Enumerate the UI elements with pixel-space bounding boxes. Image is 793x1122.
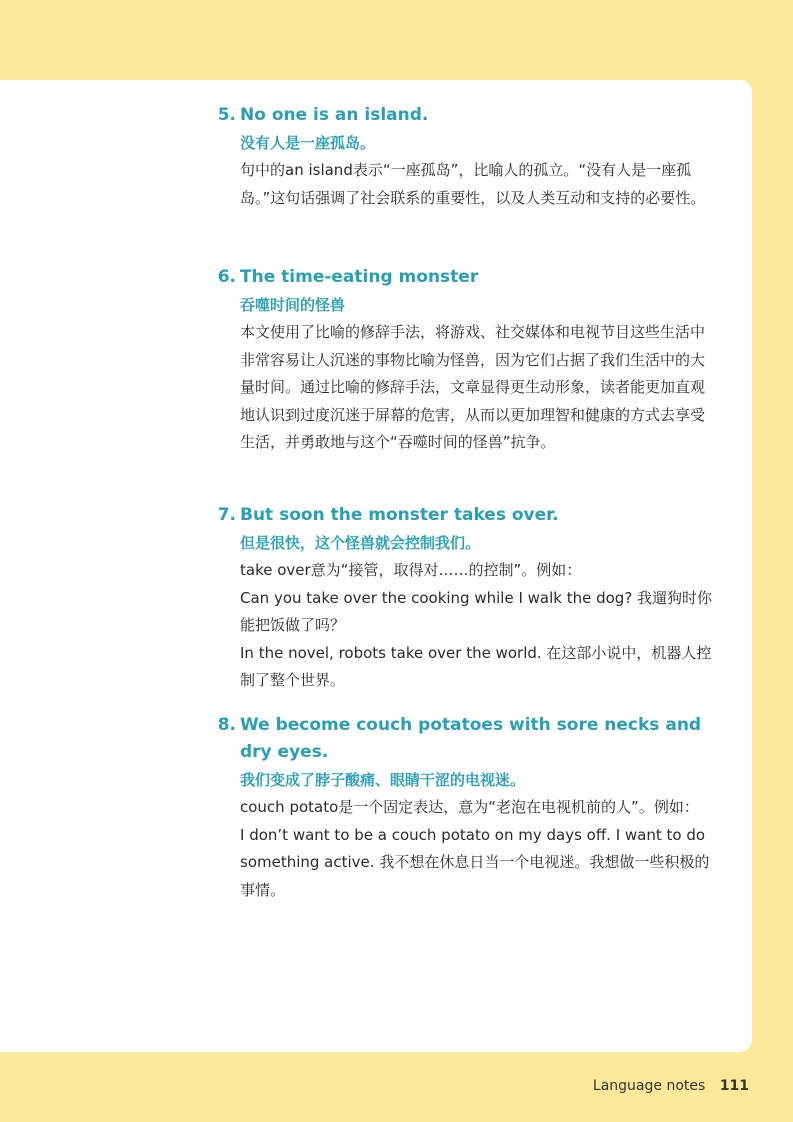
page-number: 111 bbox=[719, 1078, 749, 1094]
note-title: No one is an island. bbox=[240, 105, 429, 125]
note-title: The time-eating monster bbox=[240, 267, 479, 287]
example-sentence: Can you take over the cooking while I walk the dog? 我遛狗时你能把饭做了吗？ bbox=[240, 588, 713, 634]
note-paragraph: 本文使用了比喻的修辞手法，将游戏、社交媒体和电视节目这些生活中非常容易让人沉迷的事物比喻为怪兽，因为它们占据了我们生活中的大量时间。通过比喻的修辞手法，文章显得更生动形象，读者能更加直观地认识到过度沉迷于屏幕的危害，从而以更加理智和健康的方式去享受生活，并勇敢地与这个“吞噬时间的怪兽”抗争。 bbox=[240, 323, 706, 451]
example-sentence: I don’t want to be a couch potato on my days off. I want to do something active. 我不想在休息日当一个电视迷。我想做一些积极的事情。 bbox=[240, 825, 710, 899]
note-number: 6. bbox=[217, 267, 236, 287]
note-title: But soon the monster takes over. bbox=[240, 505, 559, 525]
page-footer bbox=[593, 1078, 749, 1094]
note-translation: 但是很快，这个怪兽就会控制我们。 bbox=[240, 534, 481, 552]
note-translation: 没有人是一座孤岛。 bbox=[240, 134, 376, 152]
note-title: We become couch potatoes with sore necks and dry eyes. bbox=[240, 715, 702, 762]
note-translation: 吞噬时间的怪兽 bbox=[240, 296, 346, 314]
note-translation: 我们变成了脖子酸痛、眼睛干涩的电视迷。 bbox=[240, 771, 526, 789]
note-number: 5. bbox=[217, 105, 236, 125]
note-number: 7. bbox=[217, 505, 236, 525]
note-paragraph: 句中的an island表示“一座孤岛”，比喻人的孤立。“没有人是一座孤岛。”这句话强调了社会联系的重要性，以及人类互动和支持的必要性。 bbox=[240, 161, 706, 207]
note-paragraph: couch potato是一个固定表达，意为“老泡在电视机前的人”。例如： bbox=[240, 798, 699, 816]
section-label: Language notes bbox=[592, 1078, 706, 1094]
note-number: 8. bbox=[217, 715, 236, 735]
note-paragraph: take over意为“接管，取得对……的控制”。例如： bbox=[240, 561, 582, 579]
example-sentence: In the novel, robots take over the world. 在这部小说中，机器人控制了整个世界。 bbox=[240, 643, 712, 689]
